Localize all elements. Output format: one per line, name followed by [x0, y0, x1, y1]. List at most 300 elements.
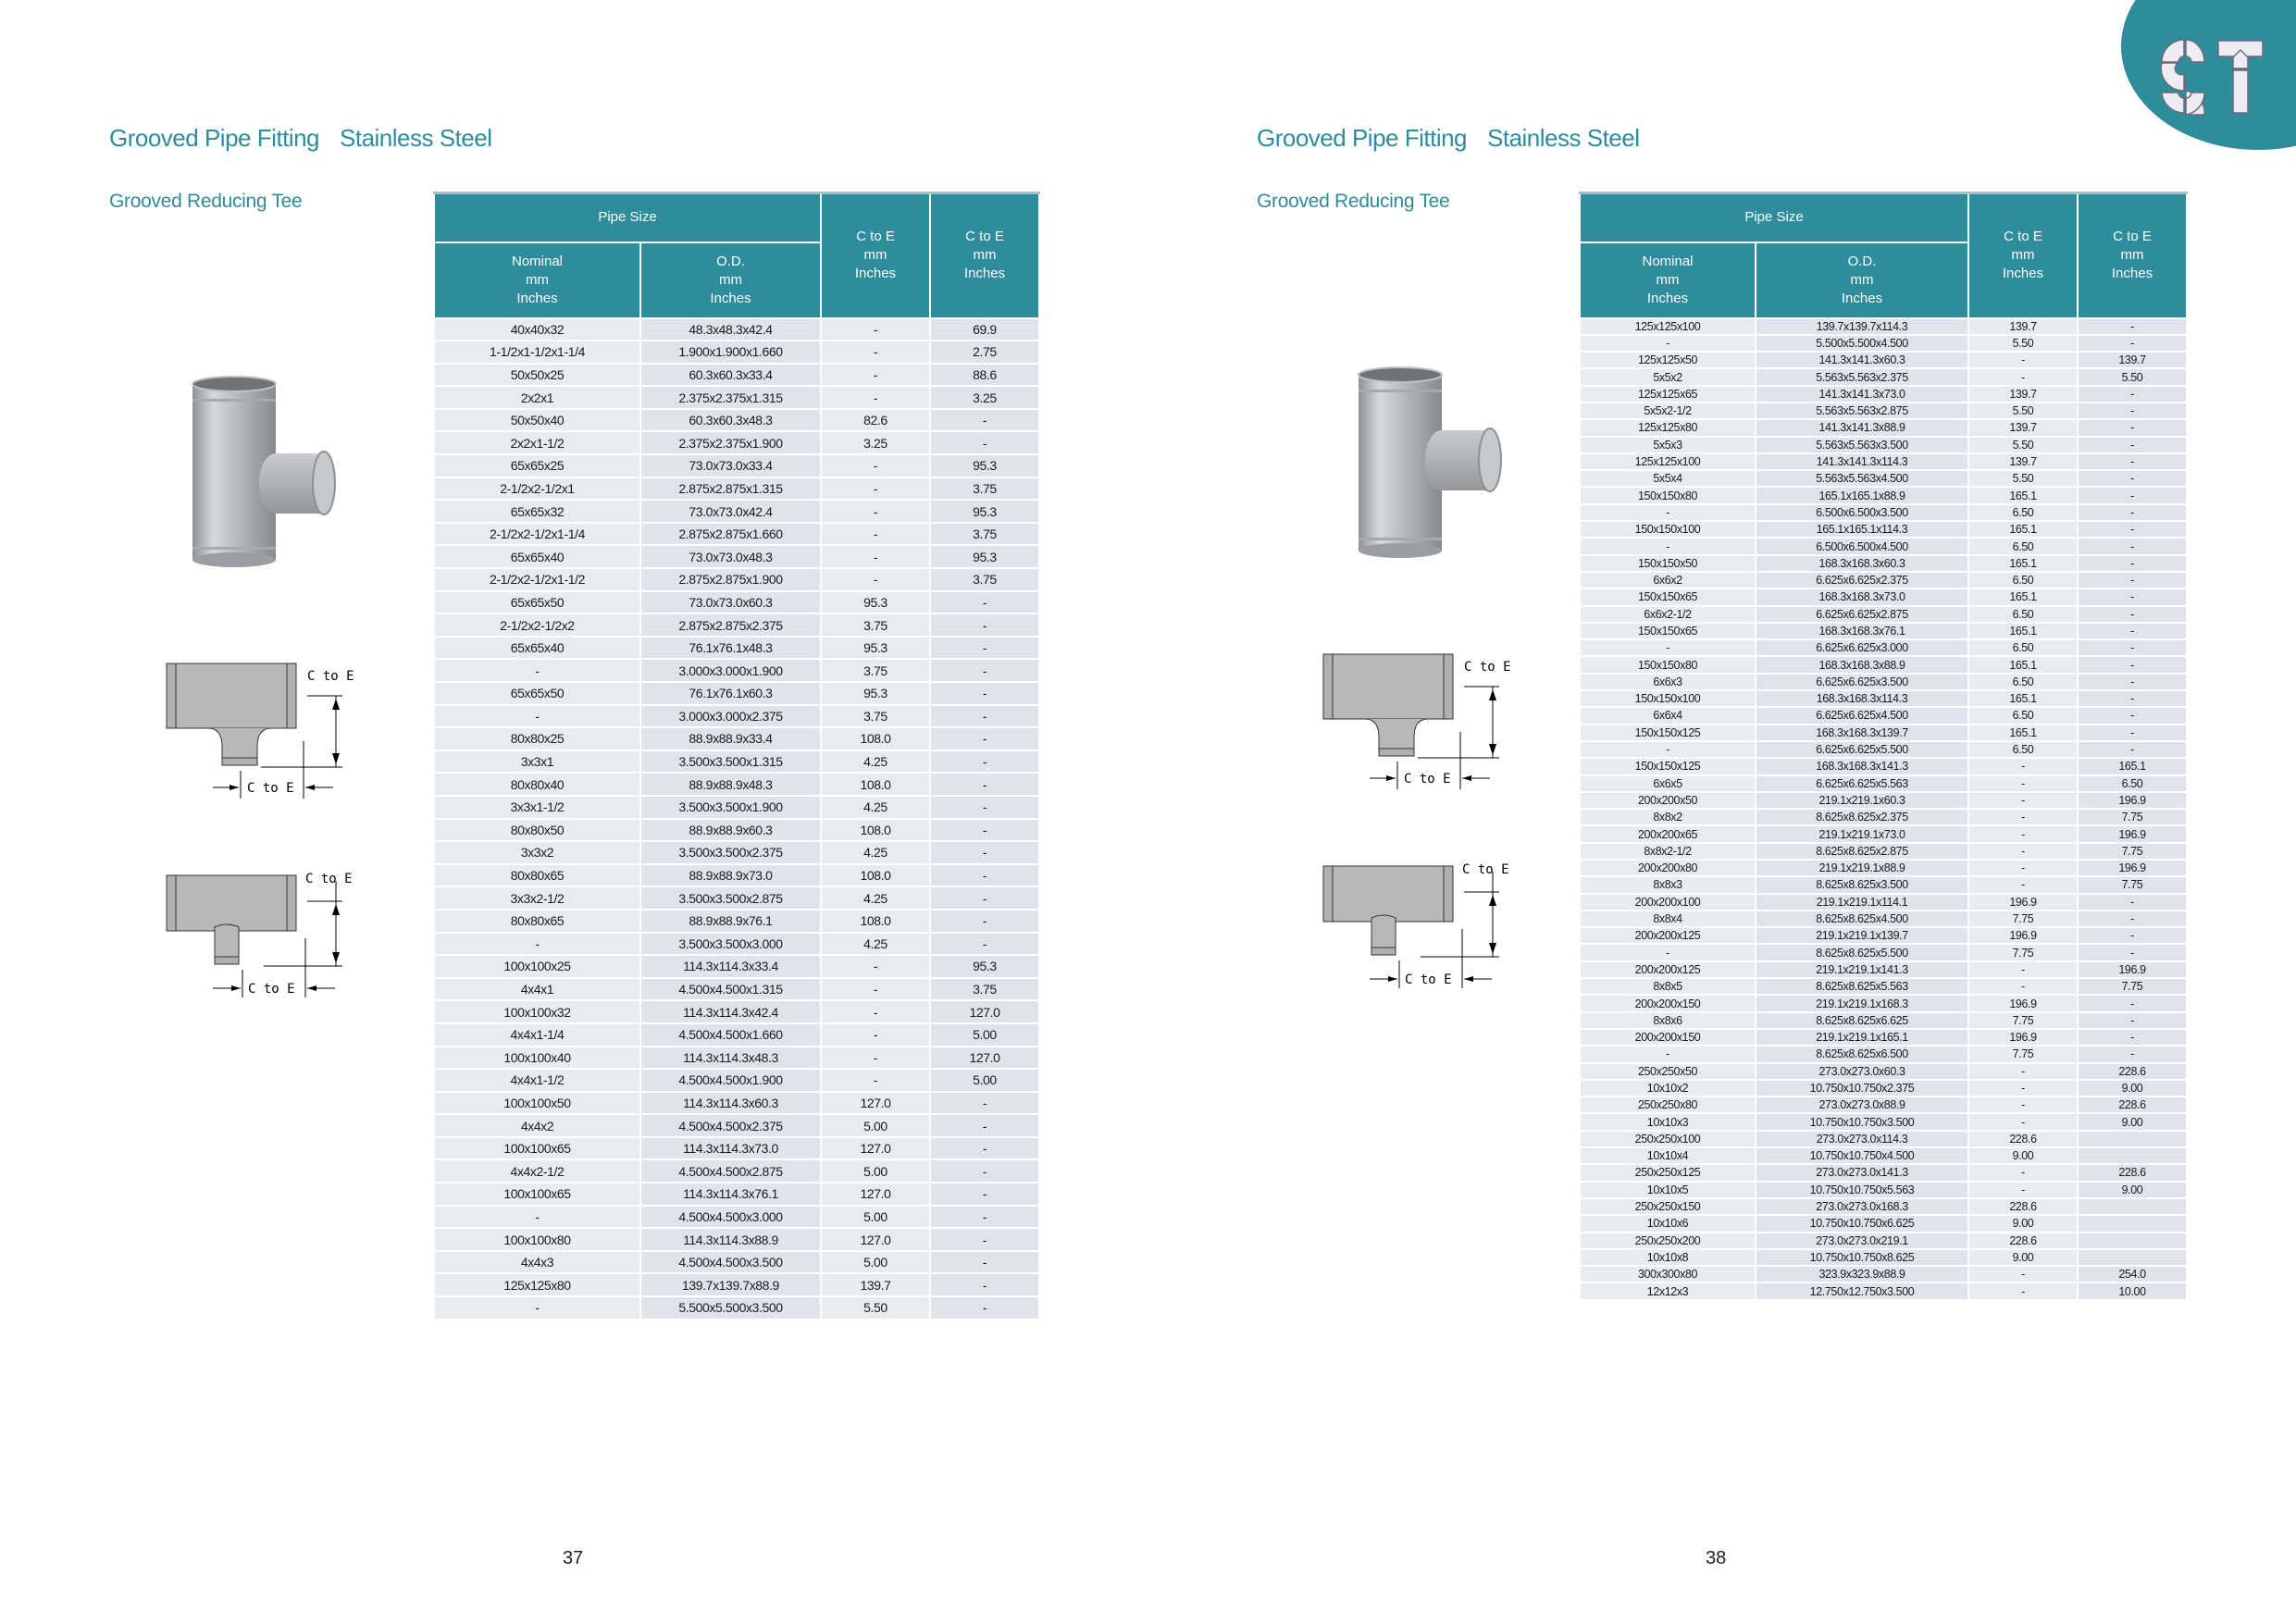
table-row: [434, 637, 1039, 660]
c-to-e-run-cell: 165.1: [1968, 521, 2078, 538]
table-row: [1580, 335, 2187, 352]
c-to-e-branch-cell: -: [2078, 674, 2187, 690]
c-to-e-branch-cell: -: [2078, 1012, 2187, 1029]
table-row: [434, 1159, 1039, 1183]
nominal-cell: -: [434, 705, 640, 728]
c-to-e-run-cell: 6.50: [1968, 538, 2078, 554]
c-to-e-branch-cell: -: [2078, 555, 2187, 572]
nominal-cell: 2-1/2x2-1/2x1-1/4: [434, 523, 640, 546]
diagram-label-horizontal: C to E: [1404, 772, 1451, 787]
table-row: [1580, 352, 2187, 368]
c-to-e-run-cell: -: [1968, 758, 2078, 774]
c-to-e-run-cell: 196.9: [1968, 894, 2078, 911]
c-to-e-branch-cell: -: [930, 613, 1039, 637]
od-cell: 3.500x3.500x1.900: [640, 796, 821, 819]
table-row: [1580, 894, 2187, 911]
nominal-cell: 2-1/2x2-1/2x2: [434, 613, 640, 637]
nominal-cell: 5x5x3: [1580, 437, 1756, 453]
nominal-cell: 10x10x6: [1580, 1215, 1756, 1232]
c-to-e-run-cell: 5.50: [1968, 403, 2078, 419]
header-label: C to E mm Inches: [963, 229, 1006, 282]
table-row: [434, 318, 1039, 341]
c-to-e-branch-cell: -: [930, 727, 1039, 750]
nominal-cell: 4x4x2: [434, 1114, 640, 1137]
table-row: [434, 955, 1039, 978]
table-row: [1580, 470, 2187, 487]
c-to-e-branch-cell: 127.0: [930, 1000, 1039, 1023]
od-cell: 323.9x323.9x88.9: [1756, 1266, 1968, 1282]
nominal-cell: 250x250x150: [1580, 1198, 1756, 1215]
od-cell: 168.3x168.3x73.0: [1756, 588, 1968, 605]
table-row: [434, 978, 1039, 1001]
page37-title-material: Stainless Steel: [340, 124, 492, 152]
table-row: [1580, 1282, 2187, 1299]
nominal-cell: 6x6x2-1/2: [1580, 606, 1756, 623]
nominal-cell: 125x125x50: [1580, 352, 1756, 368]
od-cell: 4.500x4.500x1.315: [640, 978, 821, 1001]
od-cell: 114.3x114.3x33.4: [640, 955, 821, 978]
od-cell: 8.625x8.625x5.500: [1756, 944, 1968, 960]
c-to-e-branch-cell: -: [2078, 656, 2187, 673]
od-cell: 219.1x219.1x141.3: [1756, 961, 1968, 978]
c-to-e-branch-cell: 228.6: [2078, 1096, 2187, 1113]
table-row: [1580, 860, 2187, 876]
od-cell: 5.563x5.563x4.500: [1756, 470, 1968, 487]
nominal-cell: 125x125x100: [1580, 453, 1756, 470]
od-cell: 6.625x6.625x5.500: [1756, 741, 1968, 758]
c-to-e-run-cell: 127.0: [821, 1092, 930, 1115]
c-to-e-run-cell: 3.75: [821, 705, 930, 728]
table-row: [1580, 876, 2187, 893]
c-to-e-branch-cell: -: [930, 819, 1039, 842]
nominal-cell: 200x200x150: [1580, 995, 1756, 1011]
table-row: [1580, 758, 2187, 774]
table-row: [1580, 1063, 2187, 1080]
table-row: [1580, 843, 2187, 860]
od-cell: 3.000x3.000x2.375: [640, 705, 821, 728]
c-to-e-branch-cell: -: [2078, 944, 2187, 960]
nominal-cell: 3x3x2: [434, 841, 640, 864]
od-cell: 219.1x219.1x88.9: [1756, 860, 1968, 876]
table-row: [1580, 606, 2187, 623]
table-row: [434, 454, 1039, 477]
c-to-e-branch-cell: -: [930, 864, 1039, 887]
c-to-e-branch-cell: -: [2078, 911, 2187, 927]
table-row: [434, 819, 1039, 842]
nominal-cell: -: [1580, 335, 1756, 352]
nominal-cell: 200x200x125: [1580, 927, 1756, 944]
nominal-cell: 10x10x4: [1580, 1147, 1756, 1164]
od-cell: 141.3x141.3x73.0: [1756, 386, 1968, 403]
side-view-diagram: [1314, 643, 1527, 791]
nominal-cell: 200x200x125: [1580, 961, 1756, 978]
table-row: [434, 1023, 1039, 1047]
od-cell: 6.625x6.625x5.563: [1756, 775, 1968, 792]
table-row: [434, 1273, 1039, 1296]
c-to-e-branch-cell: [2078, 1198, 2187, 1215]
table-row: [1580, 927, 2187, 944]
page38-subtitle: Grooved Reducing Tee: [1257, 191, 1450, 212]
nominal-cell: 250x250x125: [1580, 1164, 1756, 1181]
c-to-e-run-cell: 6.50: [1968, 504, 2078, 521]
nominal-cell: 100x100x80: [434, 1228, 640, 1251]
table-row: [1580, 538, 2187, 554]
table-row: [434, 1092, 1039, 1115]
c-to-e-branch-cell: -: [930, 591, 1039, 614]
table-row: [434, 1069, 1039, 1092]
od-cell: 219.1x219.1x139.7: [1756, 927, 1968, 944]
c-to-e-branch-cell: -: [930, 750, 1039, 774]
c-to-e-run-cell: 196.9: [1968, 995, 2078, 1011]
table-row: [1580, 690, 2187, 707]
c-to-e-run-cell: -: [1968, 860, 2078, 876]
table-row: [1580, 825, 2187, 842]
header-pipe-size: Pipe Size: [434, 193, 821, 242]
c-to-e-branch-cell: -: [2078, 318, 2187, 335]
header-label: C to E mm Inches: [854, 229, 897, 282]
diagram-label-horizontal: C to E: [1405, 973, 1452, 987]
c-to-e-run-cell: -: [1968, 1182, 2078, 1198]
header-label: O.D. mm Inches: [1841, 253, 1883, 306]
nominal-cell: 8x8x4: [1580, 911, 1756, 927]
c-to-e-run-cell: 139.7: [1968, 453, 2078, 470]
c-to-e-branch-cell: -: [930, 796, 1039, 819]
nominal-cell: 150x150x65: [1580, 623, 1756, 639]
od-cell: 8.625x8.625x2.875: [1756, 843, 1968, 860]
od-cell: 6.625x6.625x4.500: [1756, 707, 1968, 724]
table-row: [1580, 623, 2187, 639]
c-to-e-branch-cell: -: [2078, 707, 2187, 724]
c-to-e-branch-cell: 6.50: [2078, 775, 2187, 792]
reducing-tee-photo: [1351, 365, 1518, 560]
c-to-e-branch-cell: -: [2078, 419, 2187, 436]
od-cell: 88.9x88.9x76.1: [640, 910, 821, 933]
c-to-e-branch-cell: [2078, 1215, 2187, 1232]
od-cell: 273.0x273.0x60.3: [1756, 1063, 1968, 1080]
c-to-e-branch-cell: -: [930, 1251, 1039, 1274]
table-row: [1580, 978, 2187, 995]
nominal-cell: 4x4x1: [434, 978, 640, 1001]
od-cell: 273.0x273.0x168.3: [1756, 1198, 1968, 1215]
c-to-e-run-cell: 6.50: [1968, 741, 2078, 758]
st-logo: [2119, 0, 2296, 157]
od-cell: 273.0x273.0x114.3: [1756, 1131, 1968, 1147]
c-to-e-branch-cell: 254.0: [2078, 1266, 2187, 1282]
c-to-e-branch-cell: 3.75: [930, 568, 1039, 591]
table-row: [434, 523, 1039, 546]
c-to-e-run-cell: -: [821, 500, 930, 523]
c-to-e-branch-cell: -: [930, 1114, 1039, 1137]
od-cell: 168.3x168.3x114.3: [1756, 690, 1968, 707]
c-to-e-run-cell: -: [821, 955, 930, 978]
c-to-e-branch-cell: 95.3: [930, 955, 1039, 978]
side-view-diagram-short-branch: [1314, 861, 1527, 990]
c-to-e-branch-cell: 5.00: [930, 1069, 1039, 1092]
nominal-cell: 8x8x6: [1580, 1012, 1756, 1029]
nominal-cell: -: [434, 933, 640, 956]
table-row: [434, 659, 1039, 682]
nominal-cell: 125x125x80: [1580, 419, 1756, 436]
table-row: [434, 727, 1039, 750]
c-to-e-branch-cell: -: [930, 1137, 1039, 1160]
nominal-cell: 40x40x32: [434, 318, 640, 341]
c-to-e-run-cell: 165.1: [1968, 656, 2078, 673]
c-to-e-run-cell: 228.6: [1968, 1233, 2078, 1249]
c-to-e-run-cell: 3.75: [821, 659, 930, 682]
od-cell: 3.500x3.500x1.315: [640, 750, 821, 774]
c-to-e-run-cell: 6.50: [1968, 674, 2078, 690]
c-to-e-branch-cell: -: [930, 705, 1039, 728]
c-to-e-run-cell: -: [1968, 1063, 2078, 1080]
od-cell: 3.500x3.500x2.875: [640, 886, 821, 910]
c-to-e-run-cell: 108.0: [821, 773, 930, 796]
page-number-38: 38: [1706, 1548, 1727, 1568]
c-to-e-branch-cell: 5.00: [930, 1023, 1039, 1047]
c-to-e-run-cell: -: [821, 318, 930, 341]
od-cell: 8.625x8.625x3.500: [1756, 876, 1968, 893]
header-nominal: [1580, 242, 1756, 318]
table-row: [1580, 911, 2187, 927]
c-to-e-branch-cell: 165.1: [2078, 758, 2187, 774]
nominal-cell: 200x200x50: [1580, 792, 1756, 809]
c-to-e-branch-cell: 3.25: [930, 386, 1039, 409]
nominal-cell: 6x6x4: [1580, 707, 1756, 724]
od-cell: 10.750x10.750x5.563: [1756, 1182, 1968, 1198]
nominal-cell: 2-1/2x2-1/2x1-1/2: [434, 568, 640, 591]
nominal-cell: 150x150x125: [1580, 758, 1756, 774]
c-to-e-branch-cell: -: [930, 773, 1039, 796]
c-to-e-run-cell: 6.50: [1968, 707, 2078, 724]
c-to-e-run-cell: -: [1968, 1080, 2078, 1096]
table-row: [1580, 504, 2187, 521]
c-to-e-branch-cell: -: [930, 1159, 1039, 1183]
header-pipe-size: Pipe Size: [1580, 193, 1968, 242]
table-row: [434, 409, 1039, 432]
header-label: C to E mm Inches: [2111, 229, 2153, 282]
od-cell: 8.625x8.625x6.625: [1756, 1012, 1968, 1029]
header-label: Nominal mm Inches: [511, 253, 564, 306]
diagram-label-vertical: C to E: [307, 669, 354, 684]
c-to-e-run-cell: 7.75: [1968, 944, 2078, 960]
c-to-e-run-cell: 4.25: [821, 841, 930, 864]
nominal-cell: -: [1580, 741, 1756, 758]
table-row: [434, 1251, 1039, 1274]
header-label: O.D. mm Inches: [710, 253, 751, 306]
c-to-e-branch-cell: 95.3: [930, 500, 1039, 523]
c-to-e-branch-cell: 69.9: [930, 318, 1039, 341]
side-view-diagram-short-branch: [157, 870, 370, 999]
c-to-e-branch-cell: 228.6: [2078, 1164, 2187, 1181]
table-row: [1580, 1164, 2187, 1181]
table-body: [1580, 318, 2187, 1300]
table-row: [1580, 521, 2187, 538]
c-to-e-branch-cell: -: [2078, 335, 2187, 352]
nominal-cell: 250x250x200: [1580, 1233, 1756, 1249]
c-to-e-branch-cell: 3.75: [930, 523, 1039, 546]
page38-title-material: Stainless Steel: [1487, 124, 1640, 152]
c-to-e-run-cell: -: [1968, 368, 2078, 385]
table-row: [1580, 707, 2187, 724]
c-to-e-branch-cell: -: [2078, 521, 2187, 538]
od-cell: 2.875x2.875x1.315: [640, 477, 821, 501]
c-to-e-run-cell: 165.1: [1968, 690, 2078, 707]
od-cell: 219.1x219.1x73.0: [1756, 825, 1968, 842]
table-row: [1580, 792, 2187, 809]
nominal-cell: 10x10x8: [1580, 1249, 1756, 1266]
c-to-e-run-cell: -: [1968, 978, 2078, 995]
c-to-e-run-cell: -: [1968, 352, 2078, 368]
od-cell: 4.500x4.500x2.375: [640, 1114, 821, 1137]
od-cell: 73.0x73.0x60.3: [640, 591, 821, 614]
od-cell: 8.625x8.625x2.375: [1756, 809, 1968, 825]
c-to-e-branch-cell: -: [2078, 1029, 2187, 1046]
c-to-e-run-cell: 95.3: [821, 682, 930, 705]
table-row: [1580, 1233, 2187, 1249]
c-to-e-run-cell: 5.50: [1968, 437, 2078, 453]
table-row: [1580, 1029, 2187, 1046]
table-row: [434, 910, 1039, 933]
od-cell: 273.0x273.0x141.3: [1756, 1164, 1968, 1181]
c-to-e-branch-cell: -: [2078, 453, 2187, 470]
table-row: [434, 796, 1039, 819]
c-to-e-branch-cell: -: [930, 910, 1039, 933]
table-row: [434, 886, 1039, 910]
c-to-e-run-cell: -: [821, 523, 930, 546]
table-row: [434, 682, 1039, 705]
nominal-cell: 200x200x65: [1580, 825, 1756, 842]
diagram-label-vertical: C to E: [305, 872, 353, 886]
header-od: [1756, 242, 1968, 318]
od-cell: 3.500x3.500x2.375: [640, 841, 821, 864]
nominal-cell: 65x65x50: [434, 591, 640, 614]
c-to-e-branch-cell: -: [930, 1206, 1039, 1229]
table-row: [434, 933, 1039, 956]
nominal-cell: 2x2x1-1/2: [434, 431, 640, 454]
od-cell: 2.875x2.875x1.660: [640, 523, 821, 546]
od-cell: 10.750x10.750x2.375: [1756, 1080, 1968, 1096]
table-row: [1580, 1096, 2187, 1113]
c-to-e-branch-cell: 196.9: [2078, 860, 2187, 876]
nominal-cell: 2-1/2x2-1/2x1: [434, 477, 640, 501]
table-row: [1580, 961, 2187, 978]
table-row: [434, 705, 1039, 728]
table-row: [434, 1000, 1039, 1023]
nominal-cell: 3x3x1-1/2: [434, 796, 640, 819]
table-row: [1580, 1266, 2187, 1282]
c-to-e-run-cell: 228.6: [1968, 1198, 2078, 1215]
c-to-e-branch-cell: -: [2078, 588, 2187, 605]
c-to-e-run-cell: -: [1968, 1113, 2078, 1130]
c-to-e-run-cell: 127.0: [821, 1183, 930, 1206]
nominal-cell: 200x200x150: [1580, 1029, 1756, 1046]
header-c-to-e-run: [821, 193, 930, 318]
nominal-cell: 100x100x40: [434, 1047, 640, 1070]
nominal-cell: 100x100x65: [434, 1183, 640, 1206]
c-to-e-run-cell: -: [1968, 1164, 2078, 1181]
od-cell: 165.1x165.1x114.3: [1756, 521, 1968, 538]
table-row: [1580, 403, 2187, 419]
od-cell: 60.3x60.3x33.4: [640, 364, 821, 387]
table-row: [434, 613, 1039, 637]
nominal-cell: 200x200x100: [1580, 894, 1756, 911]
nominal-cell: 80x80x65: [434, 910, 640, 933]
nominal-cell: 5x5x2: [1580, 368, 1756, 385]
c-to-e-branch-cell: [2078, 1233, 2187, 1249]
table-row: [1580, 809, 2187, 825]
nominal-cell: -: [1580, 639, 1756, 656]
header-c-to-e-run: [1968, 193, 2078, 318]
nominal-cell: 150x150x65: [1580, 588, 1756, 605]
nominal-cell: 4x4x1-1/2: [434, 1069, 640, 1092]
od-cell: 8.625x8.625x4.500: [1756, 911, 1968, 927]
nominal-cell: 250x250x100: [1580, 1131, 1756, 1147]
nominal-cell: -: [1580, 944, 1756, 960]
c-to-e-run-cell: 5.50: [1968, 470, 2078, 487]
c-to-e-run-cell: -: [821, 545, 930, 568]
c-to-e-branch-cell: -: [2078, 741, 2187, 758]
od-cell: 219.1x219.1x60.3: [1756, 792, 1968, 809]
nominal-cell: 50x50x40: [434, 409, 640, 432]
od-cell: 114.3x114.3x48.3: [640, 1047, 821, 1070]
nominal-cell: 3x3x2-1/2: [434, 886, 640, 910]
c-to-e-run-cell: 7.75: [1968, 1012, 2078, 1029]
table-row: [434, 750, 1039, 774]
od-cell: 114.3x114.3x42.4: [640, 1000, 821, 1023]
c-to-e-run-cell: 9.00: [1968, 1249, 2078, 1266]
nominal-cell: 100x100x25: [434, 955, 640, 978]
c-to-e-run-cell: 5.00: [821, 1206, 930, 1229]
c-to-e-run-cell: 127.0: [821, 1137, 930, 1160]
od-cell: 4.500x4.500x2.875: [640, 1159, 821, 1183]
nominal-cell: 100x100x50: [434, 1092, 640, 1115]
header-label: Nominal mm Inches: [1642, 253, 1694, 306]
table-row: [1580, 1113, 2187, 1130]
table-row: [1580, 368, 2187, 385]
c-to-e-run-cell: -: [821, 454, 930, 477]
c-to-e-run-cell: 127.0: [821, 1228, 930, 1251]
table-row: [434, 477, 1039, 501]
c-to-e-branch-cell: -: [930, 682, 1039, 705]
c-to-e-branch-cell: 3.75: [930, 978, 1039, 1001]
c-to-e-branch-cell: 139.7: [2078, 352, 2187, 368]
c-to-e-branch-cell: -: [930, 637, 1039, 660]
nominal-cell: 150x150x80: [1580, 487, 1756, 503]
c-to-e-run-cell: 7.75: [1968, 1046, 2078, 1062]
c-to-e-branch-cell: -: [2078, 538, 2187, 554]
header-c-to-e-branch: [930, 193, 1039, 318]
od-cell: 4.500x4.500x3.500: [640, 1251, 821, 1274]
od-cell: 2.375x2.375x1.315: [640, 386, 821, 409]
od-cell: 8.625x8.625x5.563: [1756, 978, 1968, 995]
table-row: [434, 568, 1039, 591]
c-to-e-branch-cell: [2078, 1147, 2187, 1164]
c-to-e-branch-cell: 10.00: [2078, 1282, 2187, 1299]
c-to-e-run-cell: 139.7: [1968, 419, 2078, 436]
nominal-cell: 4x4x1-1/4: [434, 1023, 640, 1047]
nominal-cell: 150x150x50: [1580, 555, 1756, 572]
c-to-e-run-cell: -: [821, 1047, 930, 1070]
nominal-cell: 8x8x2: [1580, 809, 1756, 825]
page38-title-category: Grooved Pipe Fitting: [1257, 124, 1468, 152]
nominal-cell: 125x125x100: [1580, 318, 1756, 335]
od-cell: 219.1x219.1x165.1: [1756, 1029, 1968, 1046]
od-cell: 48.3x48.3x42.4: [640, 318, 821, 341]
nominal-cell: 4x4x3: [434, 1251, 640, 1274]
header-nominal: [434, 242, 640, 318]
c-to-e-branch-cell: -: [2078, 623, 2187, 639]
c-to-e-branch-cell: -: [2078, 690, 2187, 707]
c-to-e-run-cell: -: [1968, 961, 2078, 978]
